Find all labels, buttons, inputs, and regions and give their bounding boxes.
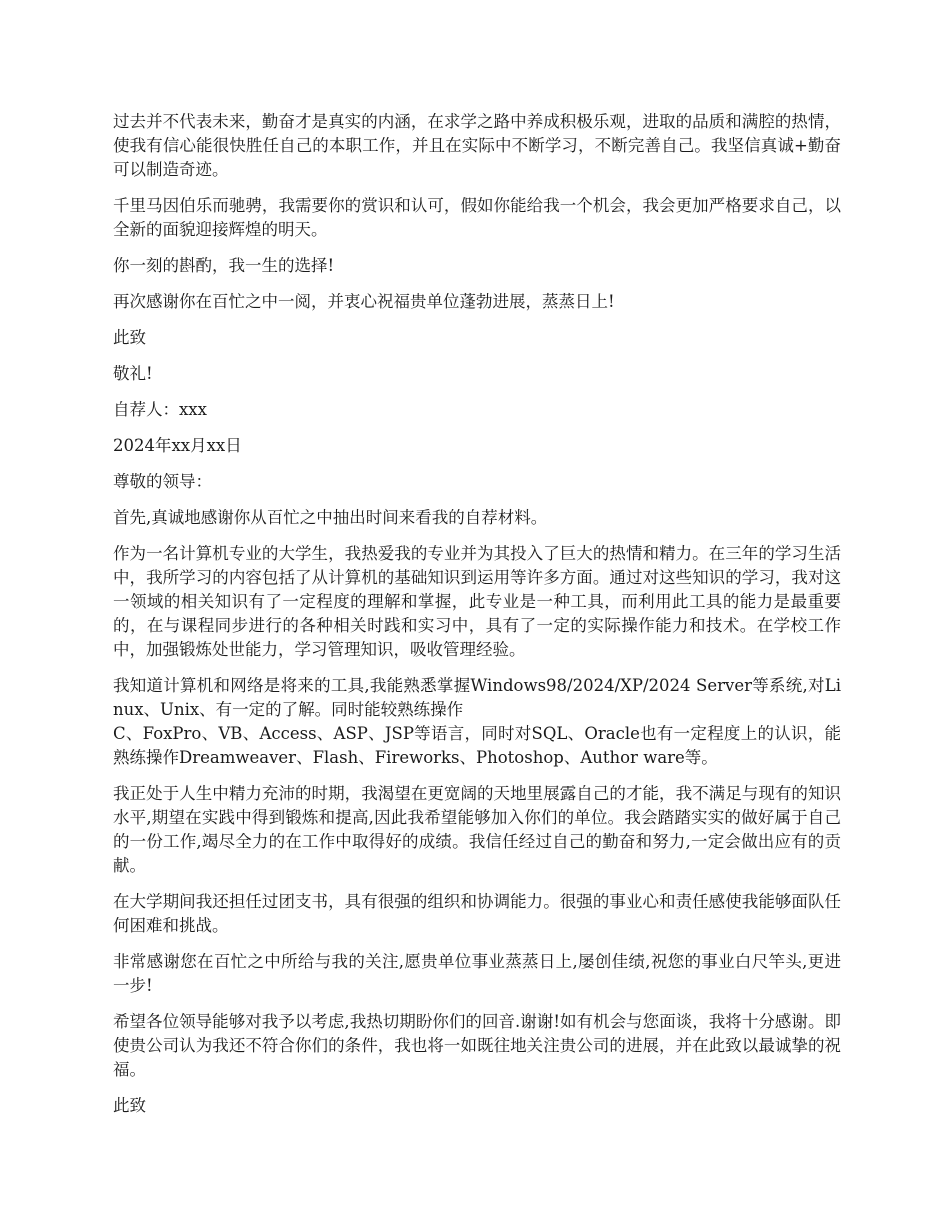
skills-line-2: C、FoxPro、VB、Access、ASP、JSP等语言，同时对SQL、Oracle也有一定程度上的认识，能熟练操作Dreamweaver、Flash、Fireworks、Photoshop、Author ware等。 bbox=[113, 724, 841, 767]
paragraph-ambition: 我正处于人生中精力充沛的时期，我渴望在更宽阔的天地里展露自己的才能，我不满足与现有的知识水平,期望在实践中得到锻炼和提高,因此我希望能够加入你们的单位。我会踏踏实实的做好属于自己的一份工作,竭尽全力的在工作中取得好的成绩。我信任经过自己的勤奋和努力,一定会做出应有的贡献。 bbox=[113, 784, 841, 875]
closing-cizhi: 此致 bbox=[113, 328, 146, 347]
paragraph-skills bbox=[113, 674, 841, 770]
skills-line-1: 我知道计算机和网络是将来的工具,我能熟悉掌握Windows98/2024/XP/2024 Server等系统,对Linux、Unix、有一定的了解。同时能较熟练操作 bbox=[113, 676, 841, 719]
salutation: 尊敬的领导： bbox=[113, 472, 212, 491]
paragraph-opening: 首先,真诚地感谢你从百忙之中抽出时间来看我的自荐材料。 bbox=[113, 508, 548, 527]
date: 2024年xx月xx日 bbox=[113, 436, 242, 455]
paragraph-thanks: 再次感谢你在百忙之中一阅，并衷心祝福贵单位蓬勃进展，蒸蒸日上! bbox=[113, 292, 615, 311]
paragraph-diligence: 过去并不代表未来，勤奋才是真实的内涵，在求学之路中养成积极乐观，进取的品质和满腔的热情，使我有信心能很快胜任自己的本职工作，并且在实际中不断学习，不断完善自己。我坚信真诚+勤奋可以制造奇迹。 bbox=[113, 112, 841, 179]
paragraph-gratitude: 非常感谢您在百忙之中所给与我的关注,愿贵单位事业蒸蒸日上,屡创佳绩,祝您的事业白尺竿头,更进一步! bbox=[113, 952, 841, 995]
paragraph-appreciation: 千里马因伯乐而驰骋，我需要你的赏识和认可，假如你能给我一个机会，我会更加严格要求自己，以全新的面貌迎接辉煌的明天。 bbox=[113, 196, 841, 239]
document-page bbox=[113, 110, 841, 1130]
paragraph-hope: 希望各位领导能够对我予以考虑,我热切期盼你们的回音.谢谢!如有机会与您面谈，我将十分感谢。即使贵公司认为我还不符合你们的条件，我也将一如既往地关注贵公司的进展，并在此致以最诚挚的祝福。 bbox=[113, 1012, 841, 1079]
paragraph-leadership: 在大学期间我还担任过团支书，具有很强的组织和协调能力。很强的事业心和责任感使我能够面队任何困难和挑战。 bbox=[113, 892, 841, 935]
closing-jingli: 敬礼! bbox=[113, 364, 153, 383]
closing-cizhi-2: 此致 bbox=[113, 1096, 146, 1115]
paragraph-choice: 你一刻的斟酌，我一生的选择! bbox=[113, 256, 335, 275]
signature: 自荐人：xxx bbox=[113, 400, 207, 419]
paragraph-major: 作为一名计算机专业的大学生，我热爱我的专业并为其投入了巨大的热情和精力。在三年的学习生活中，我所学习的内容包括了从计算机的基础知识到运用等许多方面。通过对这些知识的学习，我对这一领域的相关知识有了一定程度的理解和掌握，此专业是一种工具，而利用此工具的能力是最重要的，在与课程同步进行的各种相关时践和实习中，具有了一定的实际操作能力和技术。在学校工作中，加强锻炼处世能力，学习管理知识，吸收管理经验。 bbox=[113, 544, 841, 659]
